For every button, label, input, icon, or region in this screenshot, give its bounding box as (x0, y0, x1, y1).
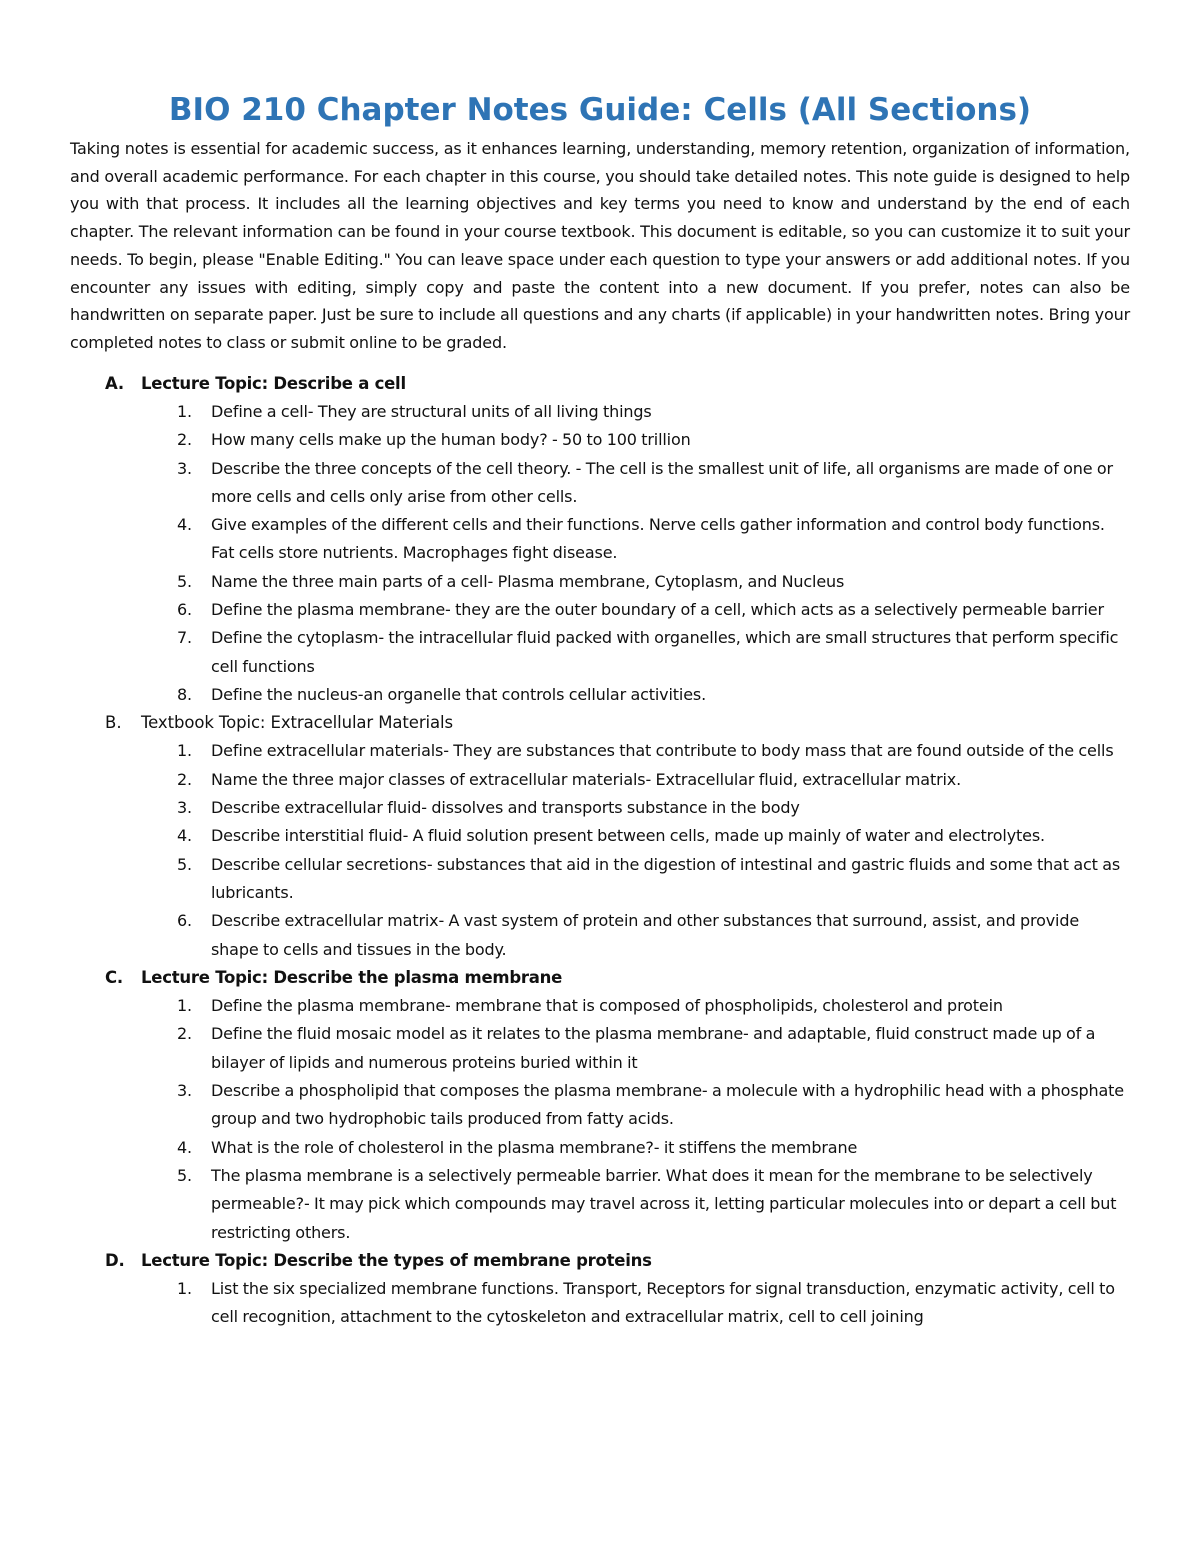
section-c (70, 964, 1130, 1247)
section-d (70, 1247, 1130, 1332)
item-number: 3. (177, 1081, 192, 1101)
page-title: BIO 210 Chapter Notes Guide: Cells (All Sections) (168, 92, 1032, 128)
item-text: The plasma membrane is a selectively permeable barrier. What does it mean for the membrane to be selectively permeable?- It may pick which compounds may travel across it, letting particular molecules into or depart a cell but restricting others. (211, 1165, 1117, 1242)
section-list (70, 370, 1130, 1332)
item-number: 5. (177, 571, 192, 591)
section-heading: Lecture Topic: Describe a cell (141, 373, 406, 393)
list-item (141, 681, 1130, 709)
item-text: Describe a phospholipid that composes the plasma membrane- a molecule with a hydrophilic head with a phosphate group and two hydrophobic tails produced from fatty acids. (211, 1081, 1124, 1129)
list-item (141, 1134, 1130, 1162)
question-list (141, 992, 1130, 1247)
item-text: List the six specialized membrane functions. Transport, Receptors for signal transduction, enzymatic activity, cell to cell recognition, attachment to the cytoskeleton and extracellular matrix, cell to cell joining (211, 1279, 1115, 1327)
question-list (141, 398, 1130, 709)
item-number: 2. (177, 430, 192, 450)
item-text: What is the role of cholesterol in the plasma membrane?- it stiffens the membrane (211, 1137, 858, 1157)
item-number: 2. (177, 1024, 192, 1044)
list-item (141, 851, 1130, 908)
item-number: 8. (177, 684, 192, 704)
item-number: 6. (177, 600, 192, 619)
item-text: Define the nucleus-an organelle that controls cellular activities. (211, 684, 707, 704)
list-item (141, 568, 1130, 596)
list-item (141, 822, 1130, 850)
section-letter: B. (105, 713, 122, 733)
section-heading: Textbook Topic: Extracellular Materials (141, 713, 453, 733)
item-text: Name the three main parts of a cell- Plasma membrane, Cytoplasm, and Nucleus (211, 571, 845, 591)
item-text: Define the plasma membrane- they are the outer boundary of a cell, which acts as a selectively permeable barrier (211, 600, 1104, 619)
section-a (70, 370, 1130, 710)
section-heading: Lecture Topic: Describe the types of membrane proteins (141, 1250, 652, 1270)
item-number: 3. (177, 798, 192, 818)
list-item (141, 426, 1130, 454)
item-text: Give examples of the different cells and their functions. Nerve cells gather information and control body functions. Fat cells store nutrients. Macrophages fight disease. (211, 515, 1105, 563)
list-item (141, 624, 1130, 681)
item-text: Define a cell- They are structural units of all living things (211, 401, 652, 421)
list-item (141, 737, 1130, 765)
list-item (141, 992, 1130, 1020)
list-item (141, 766, 1130, 794)
list-item (141, 511, 1130, 568)
item-text: Describe extracellular matrix- A vast system of protein and other substances that surround, assist, and provide shape to cells and tissues in the body. (211, 911, 1080, 959)
intro-paragraph: Taking notes is essential for academic success, as it enhances learning, understanding, memory retention, organization of information, and overall academic performance. For each chapter in this course, you should take detailed notes. This note guide is designed to help you with that process. It includes all the learning objectives and key terms you need to know and understand by the end of each chapter. The relevant information can be found in your course textbook. This document is editable, so you can customize it to suit your needs. To begin, please "Enable Editing." You can leave space under each question to type your answers or add additional notes. If you encounter any issues with editing, simply copy and paste the content into a new document. If you prefer, notes can also be handwritten on separate paper. Just be sure to include all questions and any charts (if applicable) in your handwritten notes. Bring your completed notes to class or submit online to be graded. (70, 139, 1130, 352)
item-number: 1. (177, 401, 192, 421)
item-text: Define the cytoplasm- the intracellular fluid packed with organelles, which are small structures that perform specific cell functions (211, 628, 1119, 676)
list-item (141, 398, 1130, 426)
item-text: Name the three major classes of extracellular materials- Extracellular fluid, extracellular matrix. (211, 769, 962, 789)
item-number: 6. (177, 911, 192, 931)
item-number: 5. (177, 1165, 192, 1185)
item-number: 3. (177, 458, 192, 478)
list-item (141, 1162, 1130, 1247)
item-text: How many cells make up the human body? - 50 to 100 trillion (211, 430, 691, 450)
item-text: Define the plasma membrane- membrane that is composed of phospholipids, cholesterol and protein (211, 996, 1003, 1016)
item-number: 2. (177, 769, 192, 789)
item-number: 4. (177, 515, 192, 535)
question-list (141, 737, 1130, 963)
list-item (141, 1020, 1130, 1077)
section-letter: A. (105, 373, 124, 393)
item-number: 1. (177, 1279, 192, 1299)
item-text: Describe the three concepts of the cell theory. - The cell is the smallest unit of life, all organisms are made of one or more cells and cells only arise from other cells. (211, 458, 1113, 506)
list-item (141, 596, 1130, 624)
item-number: 4. (177, 1137, 192, 1157)
list-item (141, 794, 1130, 822)
item-number: 1. (177, 741, 192, 761)
list-item (141, 1077, 1130, 1134)
document-page (70, 88, 1130, 1332)
section-b (70, 709, 1130, 964)
list-item (141, 1275, 1130, 1332)
item-text: Define extracellular materials- They are substances that contribute to body mass that are found outside of the cells (211, 741, 1114, 761)
section-heading: Lecture Topic: Describe the plasma membrane (141, 967, 563, 987)
item-text: Define the fluid mosaic model as it relates to the plasma membrane- and adaptable, fluid construct made up of a bilayer of lipids and numerous proteins buried within it (211, 1024, 1096, 1072)
section-letter: D. (105, 1250, 125, 1270)
item-text: Describe interstitial fluid- A fluid solution present between cells, made up mainly of water and electrolytes. (211, 826, 1045, 846)
item-number: 7. (177, 628, 192, 648)
list-item (141, 455, 1130, 512)
item-text: Describe cellular secretions- substances that aid in the digestion of intestinal and gastric fluids and some that act as lubricants. (211, 854, 1121, 902)
item-number: 1. (177, 996, 192, 1016)
section-letter: C. (105, 967, 123, 987)
list-item (141, 907, 1130, 964)
item-number: 4. (177, 826, 192, 846)
item-number: 5. (177, 854, 192, 874)
question-list (141, 1275, 1130, 1332)
item-text: Describe extracellular fluid- dissolves and transports substance in the body (211, 798, 800, 818)
